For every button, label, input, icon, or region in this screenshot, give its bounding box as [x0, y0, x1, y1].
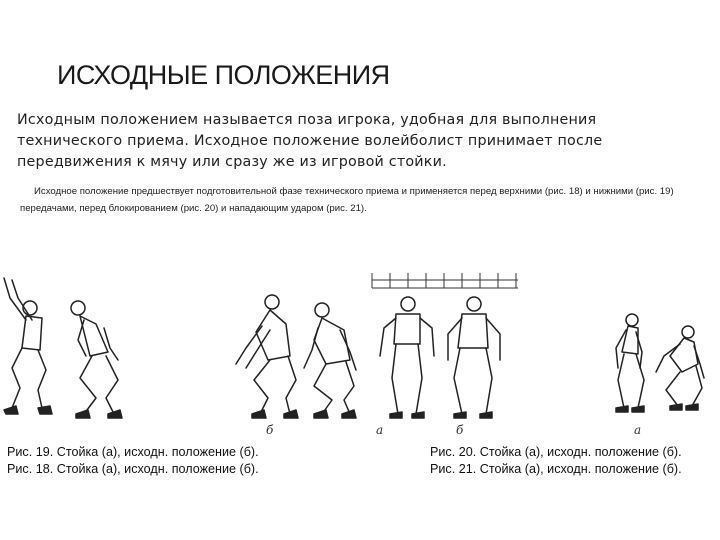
player-illustrations — [0, 268, 720, 440]
label-fig20-a: а — [376, 423, 384, 437]
label-fig21-a: а — [634, 423, 642, 437]
details-text: Исходное положение предшествует подготовительной фазе технического приема и применяется перед верхними (рис. 18) и нижними (рис. 19) передачами, перед блокированием (рис. 20) и нападающим ударом (рис. 21). — [20, 186, 674, 214]
net — [372, 273, 518, 288]
figure-21b-ready — [656, 326, 704, 410]
figure-19a-stance — [236, 295, 298, 418]
figure-21a-stance — [616, 314, 644, 412]
figure-20a-stance — [380, 297, 434, 418]
page-title: ИСХОДНЫЕ ПОЛОЖЕНИЯ — [57, 60, 390, 90]
figure-20b-ready — [448, 297, 500, 418]
label-fig20-b: б — [456, 423, 464, 437]
figure-19b-ready — [304, 303, 356, 418]
caption-fig18: Рис. 18. Стойка (а), исходн. положение (б). — [7, 462, 259, 476]
figure-18b-ready — [71, 301, 122, 418]
caption-right — [430, 444, 682, 478]
caption-fig19: Рис. 19. Стойка (а), исходн. положение (б). — [7, 445, 259, 459]
caption-fig20: Рис. 20. Стойка (а), исходн. положение (б). — [430, 445, 682, 459]
figure-strip — [0, 268, 720, 440]
definition-paragraph: Исходным положением называется поза игрока, удобная для выполнения технического приема. Исходное положение волейболист принимает после передвижения к мячу или сразу же из игровой стойки. — [17, 112, 603, 170]
caption-fig21: Рис. 21. Стойка (а), исходн. положение (б). — [430, 462, 682, 476]
details-paragraph — [20, 183, 710, 217]
label-fig19-b: б — [266, 423, 274, 437]
figure-18a-stance — [4, 278, 52, 414]
caption-left — [7, 444, 259, 478]
